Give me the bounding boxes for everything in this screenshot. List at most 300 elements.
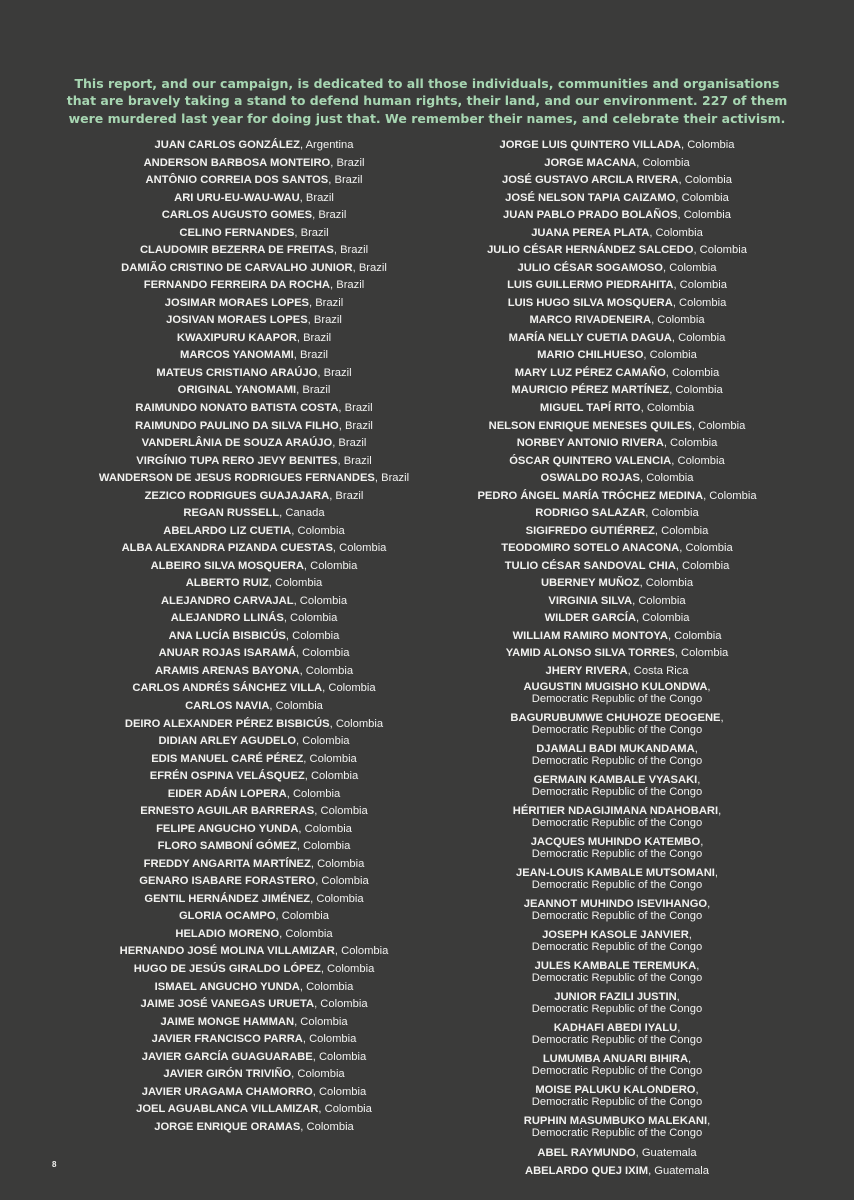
separator: , xyxy=(329,489,336,502)
separator: , xyxy=(645,507,652,520)
person-name: JORGE MACANA xyxy=(544,156,637,169)
name-entry xyxy=(84,277,424,295)
separator: , xyxy=(374,472,382,485)
country-name: Democratic Republic of the Congo xyxy=(531,1065,703,1078)
separator: , xyxy=(688,1053,692,1066)
name-entry xyxy=(447,628,787,646)
person-name: JOSEPH KASOLE JANVIER xyxy=(542,929,689,942)
name-entry xyxy=(447,365,787,383)
country-name: Colombia xyxy=(324,1103,372,1116)
separator: , xyxy=(639,577,646,590)
separator: , xyxy=(663,437,671,450)
separator: , xyxy=(675,559,683,572)
separator: , xyxy=(328,174,335,187)
person-name: WANDERSON DE JESUS RODRIGUES FERNANDES xyxy=(98,472,375,485)
country-name: Colombia xyxy=(679,296,727,309)
name-entry xyxy=(84,365,424,383)
person-name: ÓSCAR QUINTERO VALENCIA xyxy=(509,454,672,467)
person-name: RAIMUNDO PAULINO DA SILVA FILHO xyxy=(135,419,339,432)
separator: , xyxy=(318,1103,325,1116)
name-entry xyxy=(84,347,424,365)
person-name: JORGE LUIS QUINTERO VILLADA xyxy=(499,139,681,151)
name-entry xyxy=(84,908,424,926)
person-name: EFRÉN OSPINA VELÁSQUEZ xyxy=(149,770,305,783)
separator: , xyxy=(679,542,686,555)
name-entry xyxy=(447,400,787,418)
country-name: Colombia xyxy=(292,787,341,800)
person-name: MARIO CHILHUESO xyxy=(537,349,644,362)
country-name: Colombia xyxy=(684,174,732,187)
separator: , xyxy=(310,892,317,905)
person-name: JAVIER GIRÓN TRIVIÑO xyxy=(163,1068,292,1081)
person-name: JOEL AGUABLANCA VILLAMIZAR xyxy=(136,1103,319,1116)
person-name: LUMUMBA ANUARI BIHIRA xyxy=(542,1053,689,1066)
name-entry xyxy=(447,558,787,576)
name-entry xyxy=(447,347,787,365)
separator: , xyxy=(269,700,276,712)
person-name: MATEUS CRISTIANO ARAÚJO xyxy=(156,366,318,379)
country-name: Colombia xyxy=(339,542,387,555)
country-name: Colombia xyxy=(290,612,338,625)
country-name: Colombia xyxy=(657,314,705,327)
name-entry xyxy=(447,575,787,593)
name-entry xyxy=(84,242,424,260)
separator: , xyxy=(338,419,345,432)
person-name: DAMIÃO CRISTINO DE CARVALHO JUNIOR xyxy=(121,261,353,274)
country-name: Brazil xyxy=(323,366,352,379)
names-column-left xyxy=(84,137,424,1136)
name-entry xyxy=(84,873,424,891)
separator: , xyxy=(675,191,682,204)
name-entry xyxy=(84,418,424,436)
person-name: UBERNEY MUÑOZ xyxy=(540,577,640,590)
separator: , xyxy=(330,156,337,169)
name-entry xyxy=(84,190,424,208)
separator: , xyxy=(714,867,718,880)
separator: , xyxy=(694,743,698,756)
separator: , xyxy=(329,717,336,730)
separator: , xyxy=(304,770,311,783)
country-name: Colombia xyxy=(670,437,718,450)
person-name: ALEJANDRO LLINÁS xyxy=(170,612,284,625)
name-entry xyxy=(84,172,424,190)
person-name: JUANA PEREA PLATA xyxy=(531,226,650,239)
country-name: Colombia xyxy=(281,910,330,923)
name-entry xyxy=(84,1101,424,1119)
separator: , xyxy=(627,664,634,677)
person-name: WILDER GARCÍA xyxy=(544,612,636,625)
separator: , xyxy=(309,296,316,309)
country-name: Costa Rica xyxy=(633,664,689,677)
country-name: Brazil xyxy=(336,279,365,292)
country-name: Democratic Republic of the Congo xyxy=(531,755,703,768)
person-name: JACQUES MUHINDO KATEMBO xyxy=(530,836,701,849)
country-name: Colombia xyxy=(306,1120,354,1133)
person-name: ALBA ALEXANDRA PIZANDA CUESTAS xyxy=(121,542,333,555)
separator: , xyxy=(286,787,293,800)
name-entry xyxy=(447,959,787,990)
country-name: Argentina xyxy=(305,139,354,151)
name-entry xyxy=(84,628,424,646)
separator: , xyxy=(707,898,711,911)
name-entry xyxy=(84,803,424,821)
country-name: Colombia xyxy=(698,419,746,432)
person-name: JAIME JOSÉ VANEGAS URUETA xyxy=(140,998,315,1011)
person-name: TEODOMIRO SOTELO ANACONA xyxy=(501,542,680,555)
separator: , xyxy=(681,139,688,151)
separator: , xyxy=(635,1147,642,1160)
name-entry xyxy=(84,733,424,751)
separator: , xyxy=(707,681,711,694)
country-name: Brazil xyxy=(302,384,331,397)
separator: , xyxy=(672,296,680,309)
name-entry xyxy=(84,435,424,453)
country-name: Colombia xyxy=(309,752,357,765)
name-entry xyxy=(84,575,424,593)
name-entry xyxy=(84,137,424,155)
separator: , xyxy=(707,1115,711,1128)
person-name: PEDRO ÁNGEL MARÍA TRÓCHEZ MEDINA xyxy=(477,489,704,502)
name-entry xyxy=(447,470,787,488)
separator: , xyxy=(632,594,639,607)
name-entry xyxy=(447,835,787,866)
person-name: JUAN PABLO PRADO BOLAÑOS xyxy=(503,209,678,222)
country-name: Brazil xyxy=(358,261,387,274)
separator: , xyxy=(299,139,306,151)
name-entry xyxy=(84,751,424,769)
person-name: JOSÉ NELSON TAPIA CAIZAMO xyxy=(505,191,676,204)
separator: , xyxy=(312,1050,319,1063)
person-name: JORGE ENRIQUE ORAMAS xyxy=(154,1120,301,1133)
country-name: Colombia xyxy=(677,454,725,467)
person-name: ANUAR ROJAS ISARAMÁ xyxy=(158,647,296,660)
name-entry xyxy=(447,488,787,506)
name-entry xyxy=(84,330,424,348)
person-name: ERNESTO AGUILAR BARRERAS xyxy=(140,805,315,818)
person-name: MARY LUZ PÉREZ CAMAÑO xyxy=(514,366,666,379)
name-entry xyxy=(447,1021,787,1052)
separator: , xyxy=(299,664,306,677)
person-name: MAURICIO PÉREZ MARTÍNEZ xyxy=(511,384,670,397)
person-name: ALBEIRO SILVA MOSQUERA xyxy=(150,559,304,572)
separator: , xyxy=(718,805,722,818)
country-name: Guatemala xyxy=(641,1147,697,1160)
name-entry xyxy=(447,866,787,897)
country-name: Brazil xyxy=(315,296,344,309)
person-name: CELINO FERNANDES xyxy=(179,226,295,239)
person-name: FLORO SAMBONÍ GÓMEZ xyxy=(157,840,297,853)
person-name: RAIMUNDO NONATO BATISTA COSTA xyxy=(135,401,339,414)
person-name: ARI URU-EU-WAU-WAU xyxy=(174,191,300,204)
person-name: FERNANDO FERREIRA DA ROCHA xyxy=(143,279,331,292)
separator: , xyxy=(693,244,700,257)
name-entry xyxy=(447,277,787,295)
country-name: Colombia xyxy=(683,209,731,222)
country-name: Colombia xyxy=(310,770,359,783)
separator: , xyxy=(283,612,291,625)
separator: , xyxy=(312,209,319,222)
separator: , xyxy=(320,962,328,975)
person-name: ANDERSON BARBOSA MONTEIRO xyxy=(143,156,331,169)
country-name: Colombia xyxy=(320,805,368,818)
separator: , xyxy=(293,594,300,607)
country-name: Colombia xyxy=(335,717,384,730)
person-name: JHERY RIVERA xyxy=(545,664,628,677)
country-name: Colombia xyxy=(679,279,727,292)
country-name: Colombia xyxy=(687,139,735,151)
person-name: DIDIAN ARLEY AGUDELO xyxy=(158,735,297,748)
country-name: Colombia xyxy=(318,1085,367,1098)
person-name: ANA LUCÍA BISBICÚS xyxy=(168,629,286,642)
country-name: Colombia xyxy=(651,507,699,520)
country-name: Colombia xyxy=(297,524,345,537)
person-name: HELADIO MORENO xyxy=(175,927,280,940)
separator: , xyxy=(296,331,304,344)
person-name: JUNIOR FAZILI JUSTIN xyxy=(554,991,677,1004)
country-name: Brazil xyxy=(303,331,332,344)
person-name: GLORIA OCAMPO xyxy=(178,910,276,923)
name-entry xyxy=(84,961,424,979)
person-name: CARLOS ANDRÉS SÁNCHEZ VILLA xyxy=(132,682,323,695)
country-name: Colombia xyxy=(655,226,703,239)
person-name: ARAMIS ARENAS BAYONA xyxy=(154,664,300,677)
country-name: Democratic Republic of the Congo xyxy=(531,1127,703,1140)
country-name: Brazil xyxy=(305,191,334,204)
separator: , xyxy=(299,191,306,204)
country-name: Colombia xyxy=(309,1033,357,1046)
names-column-right xyxy=(447,137,787,1181)
country-name: Colombia xyxy=(685,542,733,555)
name-entry xyxy=(84,943,424,961)
separator: , xyxy=(669,384,676,397)
separator: , xyxy=(296,384,303,397)
person-name: JULIO CÉSAR HERNÁNDEZ SALCEDO xyxy=(487,244,694,257)
name-entry xyxy=(84,1014,424,1032)
name-entry xyxy=(447,137,787,155)
country-name: Brazil xyxy=(340,244,369,257)
name-entry xyxy=(84,593,424,611)
name-entry xyxy=(447,804,787,835)
name-entry xyxy=(84,470,424,488)
name-entry xyxy=(447,773,787,804)
person-name: CARLOS NAVIA xyxy=(185,700,270,712)
name-entry xyxy=(447,382,787,400)
country-name: Brazil xyxy=(381,472,410,485)
name-entry xyxy=(84,680,424,698)
person-name: MARCO RIVADENEIRA xyxy=(529,314,652,327)
separator: , xyxy=(676,991,680,1004)
separator: , xyxy=(688,929,692,942)
separator: , xyxy=(667,629,675,642)
country-name: Colombia xyxy=(305,664,354,677)
person-name: GENTIL HERNÁNDEZ JIMÉNEZ xyxy=(144,892,311,905)
name-entry xyxy=(447,295,787,313)
country-name: Colombia xyxy=(646,401,695,414)
country-name: Democratic Republic of the Congo xyxy=(531,786,703,799)
separator: , xyxy=(295,647,303,660)
country-name: Colombia xyxy=(678,331,726,344)
name-entry xyxy=(84,453,424,471)
name-entry xyxy=(447,418,787,436)
person-name: JOSIMAR MORAES LOPES xyxy=(164,296,309,309)
name-entry xyxy=(84,786,424,804)
country-name: Colombia xyxy=(341,945,389,958)
name-entry xyxy=(84,698,424,716)
country-name: Colombia xyxy=(302,735,350,748)
country-name: Brazil xyxy=(344,401,373,414)
person-name: JAIME MONGE HAMMAN xyxy=(160,1015,295,1028)
separator: , xyxy=(643,349,650,362)
name-entry xyxy=(447,990,787,1021)
separator: , xyxy=(312,1085,319,1098)
name-entry xyxy=(447,505,787,523)
separator: , xyxy=(310,857,318,870)
country-name: Colombia xyxy=(318,1050,367,1063)
separator: , xyxy=(291,524,298,537)
person-name: GERMAIN KAMBALE VYASAKI xyxy=(533,774,698,787)
separator: , xyxy=(330,279,337,292)
name-entry xyxy=(84,488,424,506)
name-entry xyxy=(447,1114,787,1145)
name-entry xyxy=(84,856,424,874)
person-name: DJAMALI BADI MUKANDAMA xyxy=(536,743,695,756)
country-name: Colombia xyxy=(302,647,350,660)
separator: , xyxy=(640,401,647,414)
name-entry xyxy=(84,382,424,400)
country-name: Democratic Republic of the Congo xyxy=(531,1003,703,1016)
separator: , xyxy=(303,752,310,765)
name-entry xyxy=(447,1083,787,1114)
name-entry xyxy=(84,558,424,576)
name-entry xyxy=(447,260,787,278)
person-name: ABELARDO LIZ CUETIA xyxy=(163,524,292,537)
separator: , xyxy=(677,209,684,222)
name-entry xyxy=(84,1049,424,1067)
person-name: CLAUDOMIR BEZERRA DE FREITAS xyxy=(139,244,334,257)
name-entry xyxy=(447,207,787,225)
separator: , xyxy=(639,472,647,485)
country-name: Democratic Republic of the Congo xyxy=(531,1096,703,1109)
country-name: Colombia xyxy=(661,524,709,537)
person-name: LUIS GUILLERMO PIEDRAHITA xyxy=(507,279,674,292)
dedication-text: This report, and our campaign, is dedicated to all those individuals, communities and organisations that are bravely taking a stand to defend human rights, their land, and our environment. 227 of them were murdered last year for doing just that. We remember their names, and celebrate their activism. xyxy=(66,75,788,126)
person-name: KWAXIPURU KAAPOR xyxy=(176,331,297,344)
name-entry xyxy=(447,453,787,471)
country-name: Colombia xyxy=(300,1015,348,1028)
country-name: Colombia xyxy=(642,612,690,625)
person-name: SIGIFREDO GUTIÉRREZ xyxy=(525,524,655,537)
separator: , xyxy=(296,840,304,853)
name-entry xyxy=(447,742,787,773)
separator: , xyxy=(337,454,344,467)
separator: , xyxy=(648,1165,655,1177)
person-name: JOSIVAN MORAES LOPES xyxy=(166,314,308,327)
country-name: Colombia xyxy=(671,366,720,379)
name-entry xyxy=(84,926,424,944)
name-entry xyxy=(84,225,424,243)
separator: , xyxy=(673,279,680,292)
person-name: ABELARDO QUEJ IXIM xyxy=(524,1165,649,1177)
person-name: KADHAFI ABEDI IYALU xyxy=(553,1022,678,1035)
separator: , xyxy=(293,349,300,362)
separator: , xyxy=(275,910,282,923)
country-name: Colombia xyxy=(321,875,369,888)
country-name: Democratic Republic of the Congo xyxy=(531,724,703,737)
name-entry xyxy=(84,155,424,173)
person-name: TULIO CÉSAR SANDOVAL CHIA xyxy=(504,559,676,572)
separator: , xyxy=(302,1033,310,1046)
name-entry xyxy=(84,523,424,541)
person-name: MARCOS YANOMAMI xyxy=(180,349,294,362)
country-name: Brazil xyxy=(299,349,328,362)
person-name: JEANNOT MUHINDO ISEVIHANGO xyxy=(523,898,708,911)
country-name: Democratic Republic of the Congo xyxy=(531,1034,703,1047)
person-name: MIGUEL TAPÍ RITO xyxy=(539,401,641,414)
name-entry xyxy=(84,295,424,313)
separator: , xyxy=(720,712,724,725)
name-entry xyxy=(84,891,424,909)
country-name: Brazil xyxy=(343,454,372,467)
separator: , xyxy=(636,156,643,169)
country-name: Democratic Republic of the Congo xyxy=(531,941,703,954)
name-entry xyxy=(447,225,787,243)
country-name: Canada xyxy=(285,507,325,520)
separator: , xyxy=(294,226,301,239)
country-name: Brazil xyxy=(344,419,373,432)
country-name: Colombia xyxy=(275,700,323,712)
country-name: Colombia xyxy=(328,682,376,695)
separator: , xyxy=(691,419,699,432)
person-name: DEIRO ALEXANDER PÉREZ BISBICÚS xyxy=(124,717,330,730)
separator: , xyxy=(674,647,682,660)
separator: , xyxy=(317,366,324,379)
person-name: JOSÉ GUSTAVO ARCILA RIVERA xyxy=(501,174,679,187)
country-name: Colombia xyxy=(682,559,730,572)
name-entry xyxy=(447,711,787,742)
country-name: Brazil xyxy=(313,314,342,327)
person-name: RODRIGO SALAZAR xyxy=(535,507,646,520)
country-name: Colombia xyxy=(292,629,340,642)
country-name: Colombia xyxy=(669,261,717,274)
country-name: Brazil xyxy=(336,156,365,169)
separator: , xyxy=(279,507,286,520)
name-entry xyxy=(84,716,424,734)
name-entry xyxy=(84,979,424,997)
country-name: Colombia xyxy=(317,857,365,870)
person-name: ALEJANDRO CARVAJAL xyxy=(160,594,294,607)
name-entry xyxy=(84,260,424,278)
name-entry xyxy=(84,207,424,225)
separator: , xyxy=(352,261,359,274)
country-name: Brazil xyxy=(334,174,363,187)
person-name: ALBERTO RUIZ xyxy=(185,577,269,590)
country-name: Colombia xyxy=(285,927,333,940)
country-name: Brazil xyxy=(335,489,364,502)
person-name: AUGUSTIN MUGISHO KULONDWA xyxy=(523,681,708,694)
country-name: Guatemala xyxy=(654,1165,710,1177)
separator: , xyxy=(651,314,658,327)
name-entry xyxy=(447,155,787,173)
person-name: JULES KAMBALE TEREMUKA xyxy=(534,960,697,973)
country-name: Colombia xyxy=(709,489,757,502)
country-name: Colombia xyxy=(649,349,697,362)
person-name: JAVIER URAGAMA CHAMORRO xyxy=(141,1085,313,1098)
person-name: MARÍA NELLY CUETIA DAGUA xyxy=(508,331,672,344)
person-name: ISMAEL ANGUCHO YUNDA xyxy=(154,980,300,993)
country-name: Colombia xyxy=(645,577,694,590)
country-name: Democratic Republic of the Congo xyxy=(531,972,703,985)
separator: , xyxy=(294,1015,301,1028)
